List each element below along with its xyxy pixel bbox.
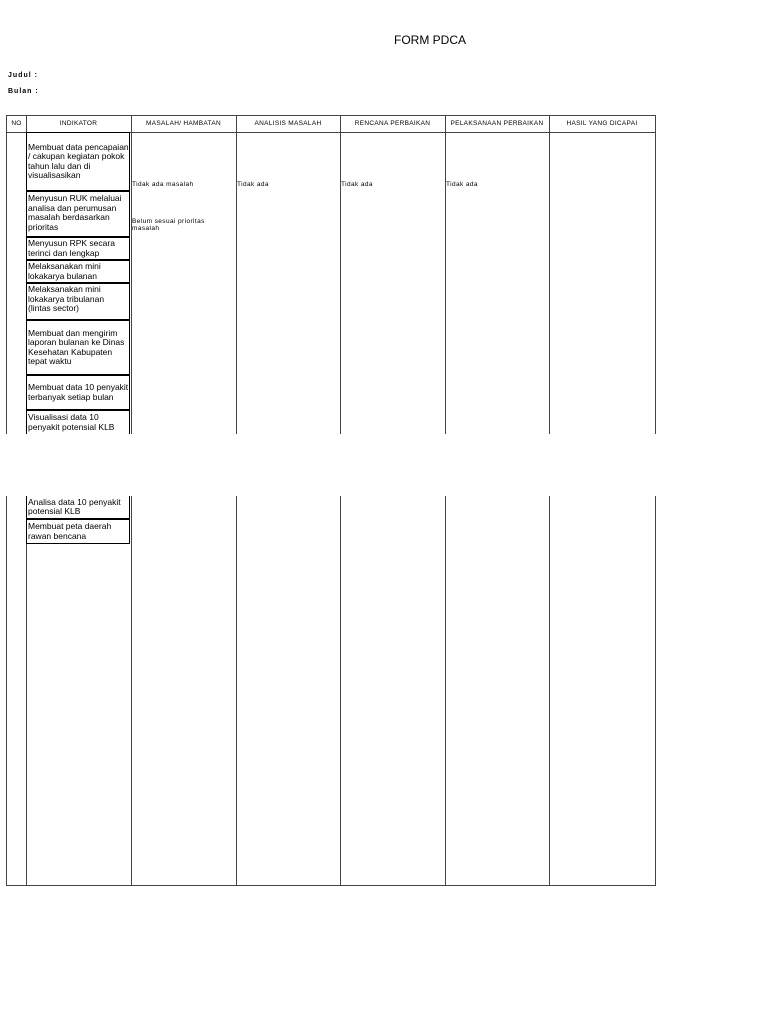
indicator-text: Menyusun RUK melaluai analisa dan perumusan masalah berdasarkan prioritas <box>28 193 122 232</box>
column-divider <box>445 496 446 885</box>
indicator-text: Melaksanakan mini lokakarya bulanan <box>28 261 101 281</box>
indicator-cell <box>26 410 130 434</box>
masalah-row1: Tidak ada masalah <box>132 181 194 188</box>
column-divider <box>236 496 237 885</box>
indicator-cell <box>26 283 130 320</box>
indicator-cell <box>26 191 130 237</box>
column-divider <box>131 116 132 434</box>
indicator-text: Analisa data 10 penyakit potensial KLB <box>28 496 121 516</box>
column-divider <box>340 496 341 885</box>
indicator-cell <box>26 519 130 544</box>
indicator-cell <box>26 237 130 260</box>
header-hasil: HASIL YANG DICAPAI <box>566 120 638 127</box>
indicator-cell <box>26 320 130 375</box>
column-divider <box>549 116 550 434</box>
column-divider <box>549 496 550 885</box>
header-masalah: MASALAH/ HAMBATAN <box>146 120 221 127</box>
bulan-label: Bulan : <box>8 88 39 95</box>
pelaksanaan-row1: Tidak ada <box>446 181 478 188</box>
indicator-text: Membuat dan mengirim laporan bulanan ke Dinas Kesehatan Kabupaten tepat waktu <box>28 327 125 366</box>
header-analisis: ANALISIS MASALAH <box>254 120 322 127</box>
indicator-text: Membuat data 10 penyakit terbanyak setiap bulan <box>28 382 129 402</box>
pdca-table-top <box>6 115 656 434</box>
header-no: NO <box>11 120 22 127</box>
pdca-table-bottom <box>6 496 656 886</box>
indicator-text: Membuat data pencapaian / cakupan kegiatan pokok tahun lalu dan di visualisasikan <box>28 141 129 180</box>
indicator-cell <box>26 375 130 410</box>
column-divider <box>445 116 446 434</box>
indicator-cell <box>26 496 130 519</box>
indicator-cell <box>26 260 130 283</box>
header-indikator: INDIKATOR <box>59 120 98 127</box>
column-divider <box>131 496 132 885</box>
masalah-row2: Belum sesuai prioritas masalah <box>132 218 205 232</box>
page-title: FORM PDCA <box>394 33 466 47</box>
header-pelaksanaan: PELAKSANAAN PERBAIKAN <box>450 120 544 127</box>
indicator-text: Melaksanakan mini lokakarya tribulanan (lintas sector) <box>28 284 105 313</box>
indicator-text: Visualisasi data 10 penyakit potensial KLB <box>28 412 115 432</box>
judul-label: Judul : <box>8 72 38 79</box>
column-divider <box>26 496 27 885</box>
column-divider <box>236 116 237 434</box>
indicator-text: Membuat peta daerah rawan bencana <box>28 521 112 541</box>
header-rencana: RENCANA PERBAIKAN <box>354 120 431 127</box>
column-divider <box>340 116 341 434</box>
indicator-cell <box>26 132 130 191</box>
indicator-text: Menyusun RPK secara terinci dan lengkap <box>28 238 115 258</box>
rencana-row1: Tidak ada <box>341 181 373 188</box>
analisis-row1: Tidak ada <box>237 181 269 188</box>
